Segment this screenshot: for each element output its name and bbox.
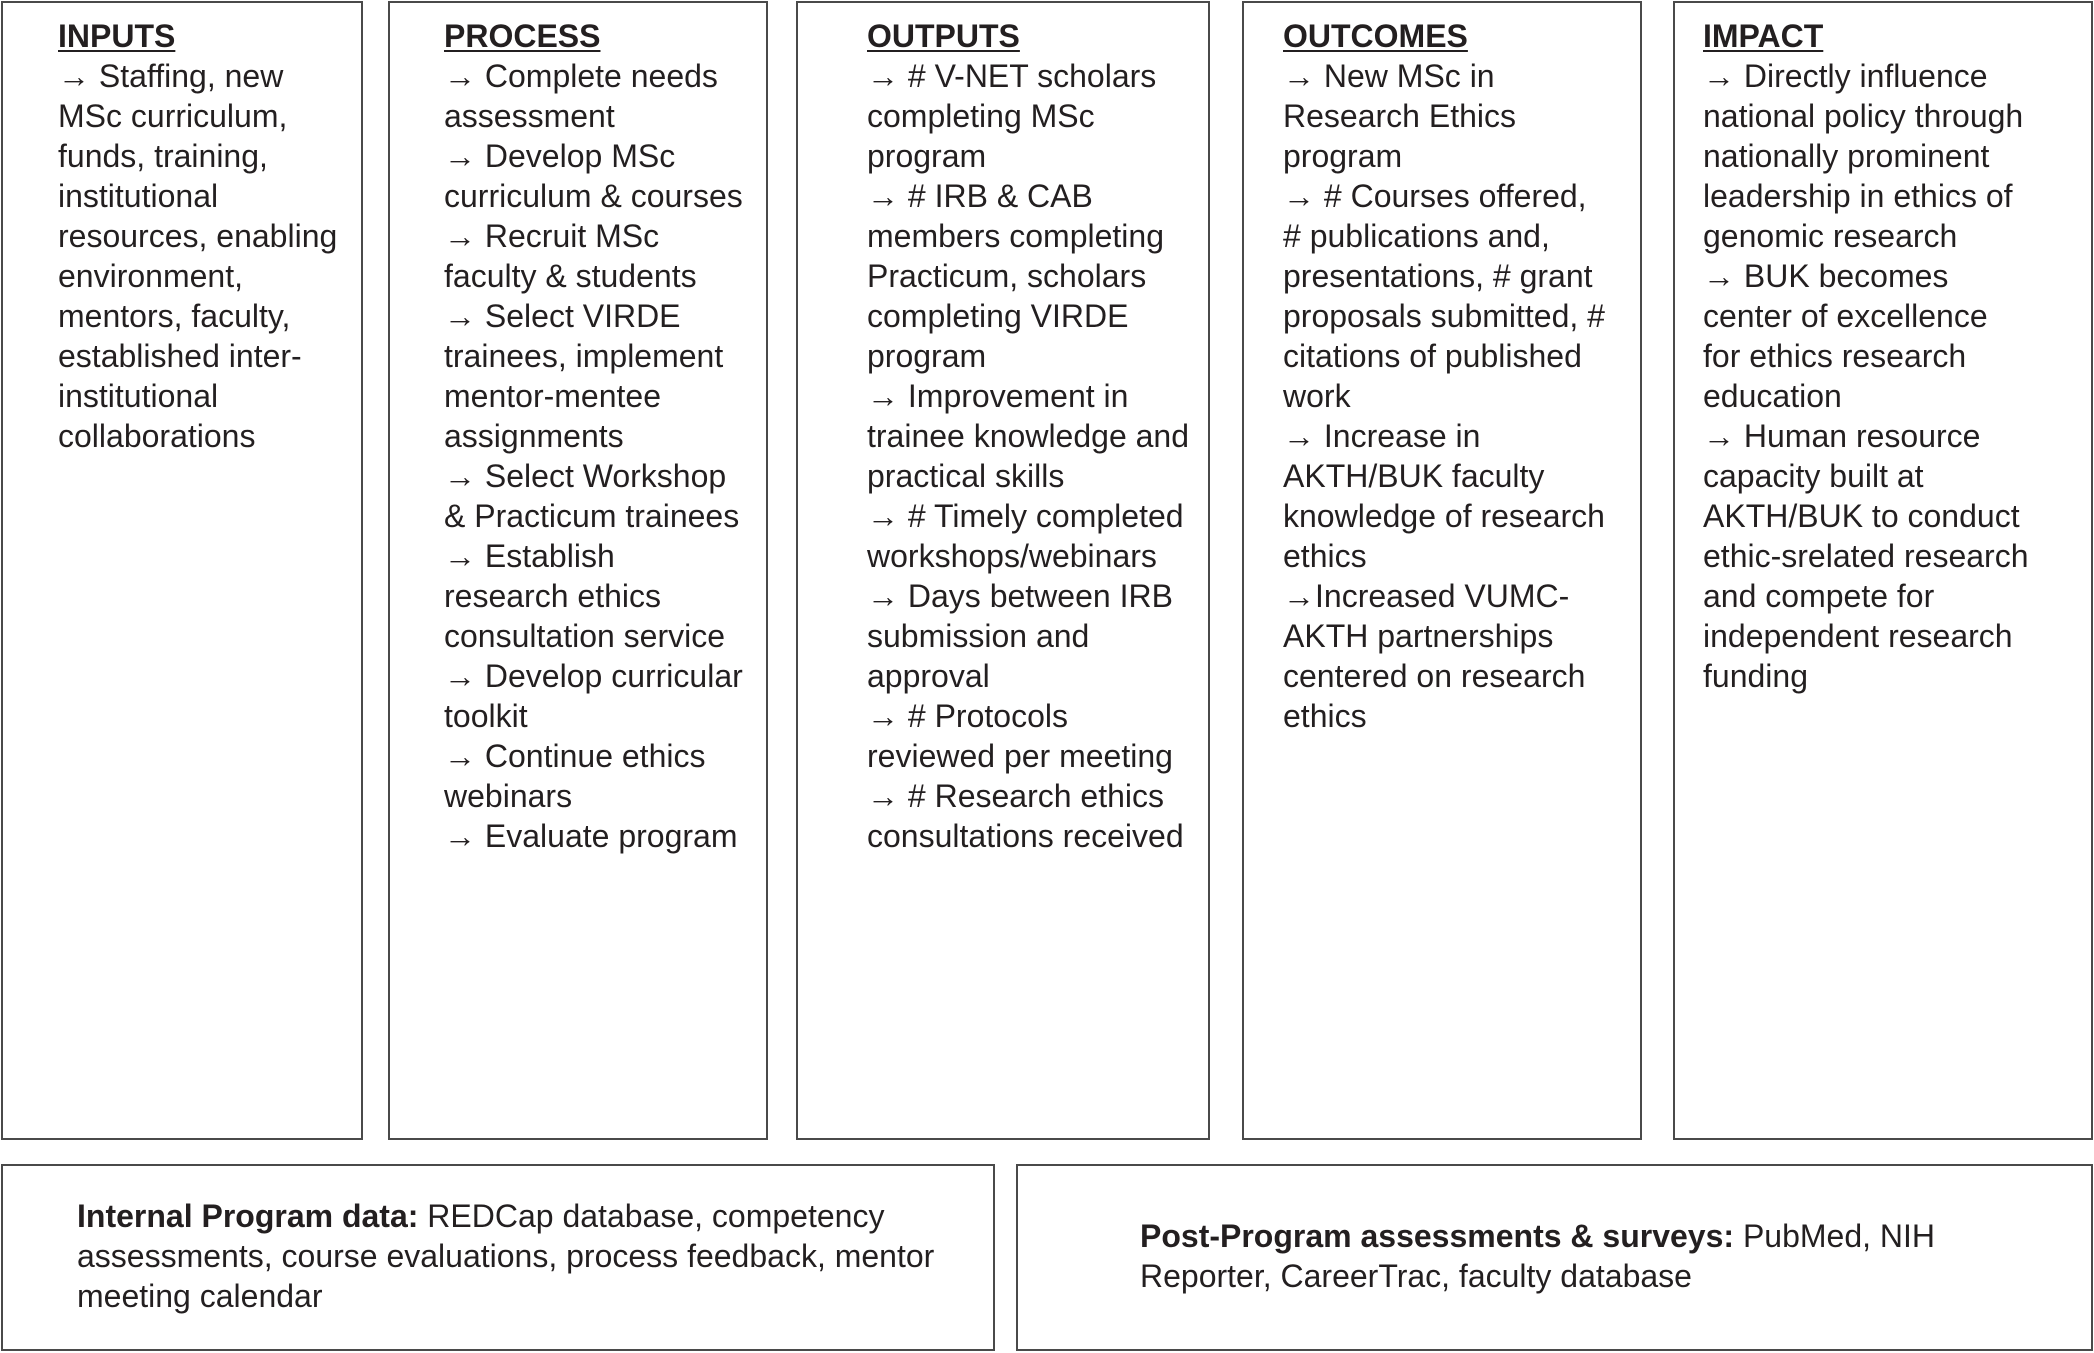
post-program-sources: PubMed, NIH Reporter, CareerTrac, faculty database <box>1140 1218 1936 1294</box>
process-item: → Select Workshop & Practicum trainees <box>444 458 740 534</box>
post-program-text <box>1140 1216 2010 1296</box>
impact-item: → BUK becomes center of excellence for ethics research education <box>1703 258 1988 414</box>
impact-item: → Directly influence national policy through nationally prominent leadership in ethics of genomic research <box>1703 58 2024 254</box>
inputs-list <box>58 56 348 456</box>
outputs-item: → # Protocols reviewed per meeting <box>867 698 1173 774</box>
internal-data-sources: REDCap database, competency assessments, course evaluations, process feedback, mentor meeting calendar <box>77 1198 935 1314</box>
outputs-title: OUTPUTS <box>867 18 1020 54</box>
outcomes-item: → # Courses offered, # publications and, presentations, # grant proposals submitted, # citations of published work <box>1283 178 1605 414</box>
post-program-label: Post-Program assessments & surveys: <box>1140 1218 1735 1254</box>
impact-title: IMPACT <box>1703 18 1824 54</box>
outcomes-item: →Increased VUMC-AKTH partnerships centered on research ethics <box>1283 578 1586 734</box>
outputs-column <box>867 16 1192 856</box>
outputs-item: → # Timely completed workshops/webinars <box>867 498 1184 574</box>
process-column <box>444 16 744 856</box>
impact-column <box>1703 16 2033 696</box>
process-item: → Develop MSc curriculum & courses <box>444 138 743 214</box>
outcomes-column <box>1283 16 1613 736</box>
impact-item: → Human resource capacity built at AKTH/BUK to conduct ethic-srelated research and compete for independent research funding <box>1703 418 2029 694</box>
outputs-list <box>867 56 1192 856</box>
outcomes-title: OUTCOMES <box>1283 18 1468 54</box>
inputs-item: → Staffing, new MSc curriculum, funds, training, institutional resources, enabling environment, mentors, faculty, established inter-institutional collaborations <box>58 58 338 454</box>
process-title: PROCESS <box>444 18 601 54</box>
process-item: → Recruit MSc faculty & students <box>444 218 697 294</box>
process-item: → Select VIRDE trainees, implement mentor-mentee assignments <box>444 298 724 454</box>
impact-list <box>1703 56 2033 696</box>
outcomes-item: → Increase in AKTH/BUK faculty knowledge of research ethics <box>1283 418 1605 574</box>
process-item: → Complete needs assessment <box>444 58 718 134</box>
outputs-item: → # Research ethics consultations received <box>867 778 1184 854</box>
outputs-item: → Improvement in trainee knowledge and practical skills <box>867 378 1190 494</box>
outputs-item: → # V-NET scholars completing MSc program <box>867 58 1157 174</box>
process-list <box>444 56 744 856</box>
process-item: → Evaluate program <box>444 818 738 854</box>
process-item: → Establish research ethics consultation service <box>444 538 726 654</box>
process-item: → Continue ethics webinars <box>444 738 706 814</box>
internal-data-text <box>77 1196 957 1316</box>
outputs-item: → # IRB & CAB members completing Practicum, scholars completing VIRDE program <box>867 178 1164 374</box>
outputs-item: → Days between IRB submission and approval <box>867 578 1173 694</box>
inputs-title: INPUTS <box>58 18 176 54</box>
outcomes-list <box>1283 56 1613 736</box>
outcomes-item: → New MSc in Research Ethics program <box>1283 58 1516 174</box>
process-item: → Develop curricular toolkit <box>444 658 743 734</box>
inputs-column <box>58 16 348 456</box>
internal-data-label: Internal Program data: <box>77 1198 419 1234</box>
